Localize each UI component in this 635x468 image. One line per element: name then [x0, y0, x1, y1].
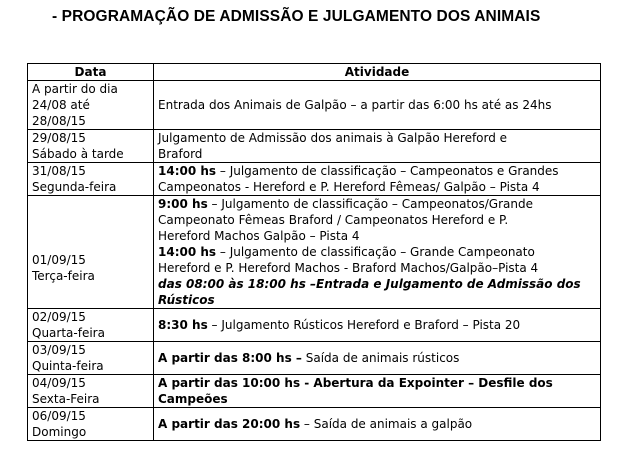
date-line: Domingo: [32, 425, 87, 439]
date-line: Segunda-feira: [32, 180, 117, 194]
date-line: 31/08/15: [32, 164, 86, 178]
date-line: 28/08/15: [32, 114, 86, 128]
activity-cell: [154, 309, 601, 342]
activity-emphasis: das 08:00 às 18:00 hs –Entrada e Julgamento de Admissão dos: [158, 277, 581, 291]
activity-emphasis: 14:00 hs: [158, 164, 217, 178]
date-line: Sexta-Feira: [32, 392, 100, 406]
activity-text: – Julgamento de classificação – Campeonatos e Grandes: [216, 164, 559, 178]
activity-emphasis: A partir das 8:00 hs –: [158, 351, 302, 365]
table-row: [28, 342, 601, 375]
activity-cell: [154, 196, 601, 309]
activity-emphasis: Rústicos: [158, 293, 215, 307]
activity-line: [158, 292, 600, 308]
date-line: A partir do dia: [32, 82, 118, 96]
activity-line: [158, 375, 600, 391]
date-line: [32, 236, 153, 252]
activity-text: Julgamento de Admissão dos animais à Galpão Hereford e: [158, 131, 508, 145]
activity-line: [158, 391, 600, 407]
activity-text: – Julgamento de classificação – Campeonatos/Grande: [207, 197, 533, 211]
activity-line: [158, 179, 600, 195]
activity-line: [158, 212, 600, 228]
activity-line: [158, 244, 600, 260]
date-cell: [28, 342, 154, 375]
date-cell: [28, 375, 154, 408]
table-row: [28, 81, 601, 130]
activity-emphasis: 9:00 hs: [158, 197, 208, 211]
activity-text: Hereford Machos Galpão – Pista 4: [158, 229, 360, 243]
activity-text: – Saída de animais a galpão: [300, 417, 473, 431]
header-date: Data: [28, 64, 154, 81]
date-cell: [28, 81, 154, 130]
date-cell: [28, 163, 154, 196]
activity-text: Braford: [158, 147, 203, 161]
date-cell: [28, 408, 154, 441]
table-row: [28, 130, 601, 163]
activity-cell: [154, 130, 601, 163]
table-row: [28, 408, 601, 441]
date-line: Terça-feira: [32, 269, 95, 283]
activity-text: Saída de animais rústicos: [301, 351, 460, 365]
activity-cell: [154, 375, 601, 408]
date-line: Quinta-feira: [32, 359, 104, 373]
activity-line: [158, 317, 600, 333]
activity-cell: [154, 163, 601, 196]
activity-line: [158, 163, 600, 179]
date-line: Quarta-feira: [32, 326, 105, 340]
table-row: [28, 375, 601, 408]
activity-cell: [154, 342, 601, 375]
table-header-row: [28, 64, 601, 81]
activity-text: Campeonatos - Hereford e P. Hereford Fêmeas/ Galpão – Pista 4: [158, 180, 540, 194]
activity-line: [158, 416, 600, 432]
activity-emphasis: Campeões: [158, 392, 228, 406]
activity-line: [158, 196, 600, 212]
activity-line: [158, 97, 600, 113]
table-row: [28, 196, 601, 309]
date-line: 02/09/15: [32, 310, 86, 324]
activity-emphasis: 8:30 hs: [158, 318, 208, 332]
activity-text: Hereford e P. Hereford Machos - Braford Machos/Galpão–Pista 4: [158, 261, 539, 275]
date-line: [32, 220, 153, 236]
table-row: [28, 163, 601, 196]
activity-line: [158, 228, 600, 244]
activity-emphasis: A partir das 10:00 hs - Abertura da Expointer – Desfile dos: [158, 376, 553, 390]
activity-text: Campeonato Fêmeas Braford / Campeonatos Hereford e P.: [158, 213, 509, 227]
activity-emphasis: A partir das 20:00 hs: [158, 417, 301, 431]
activity-text: – Julgamento Rústicos Hereford e Braford – Pista 20: [207, 318, 521, 332]
date-cell: [28, 130, 154, 163]
date-line: 29/08/15: [32, 131, 86, 145]
date-line: Sábado à tarde: [32, 147, 124, 161]
date-cell: [28, 309, 154, 342]
date-line: 04/09/15: [32, 376, 86, 390]
table-row: [28, 309, 601, 342]
date-line: 06/09/15: [32, 409, 86, 423]
activity-text: – Julgamento de classificação – Grande Campeonato: [216, 245, 535, 259]
date-cell: [28, 196, 154, 309]
page-title: - PROGRAMAÇÃO DE ADMISSÃO E JULGAMENTO DOS ANIMAIS: [52, 8, 541, 25]
activity-cell: [154, 81, 601, 130]
date-line: 24/08 até: [32, 98, 90, 112]
date-line: 03/09/15: [32, 343, 86, 357]
schedule-table: [27, 63, 601, 441]
activity-cell: [154, 408, 601, 441]
activity-line: [158, 130, 600, 146]
activity-line: [158, 260, 600, 276]
activity-line: [158, 276, 600, 292]
header-activity: Atividade: [154, 64, 601, 81]
activity-line: [158, 146, 600, 162]
date-line: 01/09/15: [32, 253, 86, 267]
activity-line: [158, 350, 600, 366]
activity-text: Entrada dos Animais de Galpão – a partir das 6:00 hs até as 24hs: [158, 98, 552, 112]
activity-emphasis: 14:00 hs: [158, 245, 217, 259]
